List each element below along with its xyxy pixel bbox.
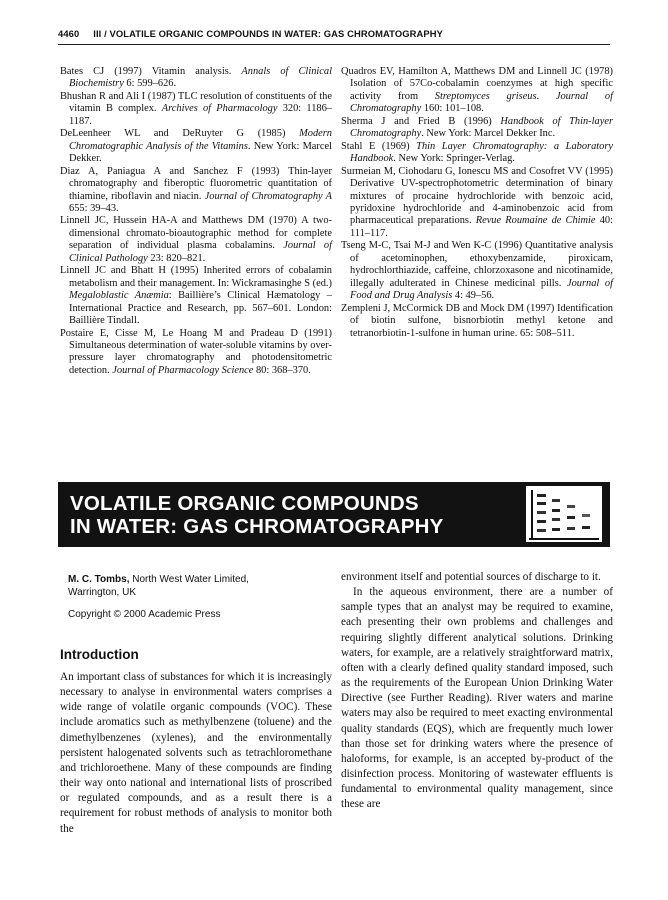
reference-entry (341, 240, 613, 302)
reference-text: Surmeian M, Ciohodaru G, Ionescu MS and Cosofret VV (1995) Derivative UV-spectrophotometric determination of binary mixtures of procaine hydrochloride with benzoic acid, pyridoxine hydrochloride and 4-aminobenzoic acid from pharmaceutical preparations. (341, 165, 613, 227)
reference-entry (60, 128, 332, 165)
author-affiliation (68, 573, 330, 586)
reference-title: Journal of Food and Drug Analysis (350, 277, 613, 302)
reference-entry (60, 91, 332, 128)
page-number: 4460 (58, 28, 80, 39)
reference-text: Bates CJ (1997) Vitamin analysis. (60, 66, 242, 77)
reference-title: Archives of Pharmacology (161, 103, 278, 115)
reference-text: 6: 599–626. (123, 78, 177, 90)
reference-text: Stahl E (1969) (341, 140, 417, 152)
reference-title: Modern Chromatographic Analysis of the Vitamins (69, 128, 332, 152)
intro-paragraph-part-2: environment itself and potential sources of discharge to it. (341, 571, 601, 583)
reference-text: 160: 101–108. (421, 103, 484, 115)
reference-text: Diaz A, Paniagua A and Sanchez F (1993) Thin-layer chromatography and fiberoptic fluorometric quantitation of thiamine, riboflavin and niacin. (60, 165, 332, 202)
reference-text: Quadros EV, Hamilton A, Matthews DM and Linnell JC (1978) Isolation of 57Co-cobalamin coenzymes at high specific activity from (341, 66, 613, 102)
reference-text: Linnell JC and Bhatt H (1995) Inherited errors of cobalamin metabolism and their management. In: Wickramasinghe S (ed.) (60, 265, 332, 289)
reference-text: . New York: Springer-Verlag. (393, 153, 515, 165)
reference-title: Annals of Clinical Biochemistry (69, 66, 332, 90)
section-heading: Introduction (60, 647, 139, 662)
running-head (58, 28, 610, 45)
author-name: M. C. Tombs, (68, 574, 130, 585)
reference-text: 40: 111–117. (350, 215, 613, 239)
reference-text: 655: 39–43. (69, 202, 119, 214)
reference-entry (341, 141, 613, 166)
reference-title: Revue Roumaine de Chimie (475, 215, 596, 227)
article-title-banner (58, 482, 610, 547)
reference-title: Megaloblastic Anæmia (69, 290, 169, 302)
reference-text: : Baillière’s Clinical Hæmatology – International Practice and Research, pp. 567–601. London: Baillière Tindall. (69, 290, 332, 327)
reference-title: Thin Layer Chromatography: a Laboratory Handbook (350, 140, 614, 165)
reference-title: Streptomyces griseus (434, 90, 537, 102)
reference-entry (60, 328, 332, 378)
article-title-line-2: IN WATER: GAS CHROMATOGRAPHY (70, 515, 444, 538)
reference-title: Journal of Clinical Pathology (69, 240, 332, 264)
reference-entry (341, 303, 613, 340)
affiliation-line-2: Warrington, UK (68, 587, 136, 598)
references-left-column (60, 66, 332, 377)
second-paragraph: In the aqueous environment, there are a number of sample types that an analyst may be required to examine, each presenting their own problems and challenges and requiring slightly different analytical solutions. Drinking waters, for example, are a relatively straightforward matrix, often with a clearly defined quality standard imposed, such as the requirements of the European Union Drinking Water Directive (see Further Reading). River waters and marine waters may also be required to meet exacting environmental quality standards (EQS), which are frequently much lower than those set for drinking waters where the presence of haloforms, for example, is an accepted by-product of the disinfection process. Monitoring of wastewater effluents is fundamental to environmental quality management, since these are (341, 586, 613, 811)
reference-text: . New York: Marcel Dekker Inc. (421, 128, 556, 140)
reference-text: . New York: Marcel Dekker. (69, 140, 332, 165)
author-block (68, 573, 330, 621)
chromatography-plate-icon (526, 486, 602, 542)
article-title-line-1: VOLATILE ORGANIC COMPOUNDS (70, 492, 419, 515)
reference-entry (60, 66, 332, 91)
reference-text: 4: 49–56. (452, 290, 495, 302)
reference-entry (60, 265, 332, 327)
reference-entry (341, 166, 613, 241)
reference-text: Tseng M-C, Tsai M-J and Wen K-C (1996) Quantitative analysis of acetominophen, ethoxybenzamide, piroxicam, hydrochlorthiazide, caffeine, chlorzoxasone and nicotinamide, illegally adulterated in Chinese medicinal pills. (341, 240, 613, 289)
reference-text: DeLeenheer WL and DeRuyter G (1985) (60, 128, 300, 140)
reference-text: Zempleni J, McCormick DB and Mock DM (1997) Identification of biotin sulfone, bisnorbiotin methyl ketone and tetranorbiotin-1-sulfone in human urine. 65: 508–511. (341, 302, 613, 339)
reference-entry (60, 215, 332, 265)
reference-text: . (536, 90, 556, 102)
reference-text: Linnell JC, Hussein HA-A and Matthews DM (1970) A two-dimensional chromato-bioautographic method for complete separation of individual plasma cobalamins. (60, 215, 332, 252)
reference-entry (341, 116, 613, 141)
reference-title: Journal of Chromatography A (204, 190, 332, 202)
reference-entry (60, 166, 332, 216)
body-column-left (60, 670, 332, 837)
reference-entry (341, 66, 613, 116)
reference-text: Postaire E, Cisse M, Le Hoang M and Pradeau D (1991) Simultaneous determination of water-soluble vitamins by over-pressure layer chromatography and photodensitometric detection. (60, 327, 332, 376)
running-head-title: III / VOLATILE ORGANIC COMPOUNDS IN WATER: GAS CHROMATOGRAPHY (93, 28, 443, 39)
copyright-notice: Copyright © 2000 Academic Press (68, 609, 221, 620)
body-column-right (341, 570, 613, 813)
reference-title: Handbook of Thin-layer Chromatography (350, 115, 613, 140)
intro-paragraph-part-1: An important class of substances for which it is increasingly necessary to analyse in environmental waters comprises a wide range of volatile organic compounds (VOC). These include aromatics such as methylbenzene (toluene) and the dimethylbenzenes (xylenes), and the environmentally persistent halogenated solvents such as tetrachloromethane and trichloroethene. Many of these compounds are finding their way onto national and international lists of proscribed or regulated compounds, and as a result there is a requirement for robust methods of analysis to monitor both the (60, 671, 332, 835)
reference-title: Journal of Chromatography (350, 90, 613, 115)
reference-text: Bhushan R and Ali I (1987) TLC resolution of constituents of the vitamin B complex. (60, 90, 332, 115)
reference-text: 80: 368–370. (253, 364, 311, 376)
affiliation-line-1: North West Water Limited, (129, 574, 249, 585)
reference-title: Journal of Pharmacology Science (112, 364, 254, 376)
reference-text: Sherma J and Fried B (1996) (341, 115, 501, 127)
references-right-column (341, 66, 613, 340)
reference-text: 23: 820–821. (147, 252, 206, 264)
article-title (70, 492, 530, 538)
reference-text: 320: 1186–1187. (69, 103, 332, 127)
